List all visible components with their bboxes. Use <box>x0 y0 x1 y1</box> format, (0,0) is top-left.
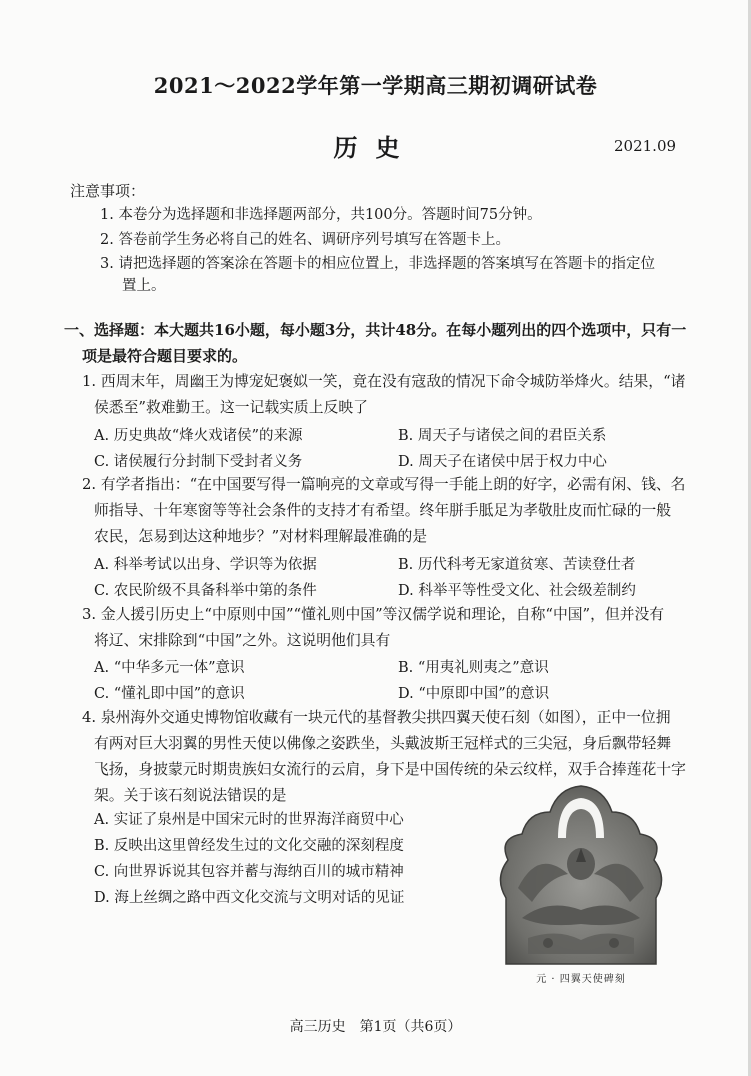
question-2 <box>82 472 696 550</box>
figure-caption: 元 · 四翼天使碑刻 <box>536 974 626 985</box>
question-2-line1: 2. 有学者指出：“在中国要写得一篇响亮的文章或写得一手能上朗的好字，必需有闲、钱、名 <box>82 476 686 493</box>
q3-option-d: D. “中原即中国”的意识 <box>398 686 550 702</box>
question-1 <box>82 369 696 421</box>
q3-option-b: B. “用夷礼则夷之”意识 <box>398 660 549 676</box>
q1-option-d: D. 周天子在诸侯中居于权力中心 <box>398 454 607 470</box>
question-3 <box>82 602 696 654</box>
q4-option-a: A. 实证了泉州是中国宋元时的世界海洋商贸中心 <box>94 812 404 828</box>
notice-item-3-cont: 置上。 <box>122 278 166 294</box>
section-heading-line2: 项是最符合题目要求的。 <box>82 347 248 365</box>
question-4-line3: 飞扬，身披蒙元时期贵族妇女流行的云肩，身下是中国传统的朵云纹样，双手合捧莲花十字 <box>94 761 686 778</box>
q4-option-c: C. 向世界诉说其包容并蓄与海纳百川的城市精神 <box>94 864 404 880</box>
q1-option-c: C. 诸侯履行分封制下受封者义务 <box>94 454 303 470</box>
q1-option-b: B. 周天子与诸侯之间的君臣关系 <box>398 428 607 444</box>
exam-date: 2021.09 <box>614 137 677 155</box>
q2-option-c: C. 农民阶级不具备科举中第的条件 <box>94 583 317 599</box>
notice-item-3: 3. 请把选择题的答案涂在答题卡的相应位置上，非选择题的答案填写在答题卡的指定位 <box>100 256 655 272</box>
subject-title: 历史 <box>333 133 418 162</box>
question-4-line2: 有两对巨大羽翼的男性天使以佛像之姿跌坐，头戴波斯王冠样式的三尖冠，身后飘带轻舞 <box>94 735 672 752</box>
question-3-line1: 3. 金人援引历史上“中原则中国”“懂礼则中国”等汉儒学说和理论，自称“中国”，但并没有 <box>82 606 665 623</box>
question-2-line3: 农民，怎易到达这种地步？”对材料理解最准确的是 <box>94 528 428 545</box>
angel-stone-carving-figure <box>488 778 674 966</box>
question-1-line1: 1. 西周末年，周幽王为博宠妃褒姒一笑，竟在没有寇敌的情况下命令城防举烽火。结果，“诸 <box>82 373 686 390</box>
question-4-line4: 架。关于该石刻说法错误的是 <box>94 787 287 804</box>
question-2-line2: 师指导、十年寒窗等等社会条件的支持才有希望。终年胼手胝足为孝敬肚皮而忙碌的一般 <box>94 502 672 519</box>
q3-option-c: C. “懂礼即中国”的意识 <box>94 686 245 702</box>
q4-option-d: D. 海上丝绸之路中西文化交流与文明对话的见证 <box>94 890 405 906</box>
question-1-line2: 侯悉至”救难勤王。这一记载实质上反映了 <box>94 399 368 416</box>
question-4-line1: 4. 泉州海外交通史博物馆收藏有一块元代的基督教尖拱四翼天使石刻（如图），正中一位拥 <box>82 709 671 726</box>
q2-option-a: A. 科举考试以出身、学识等为依据 <box>94 557 317 573</box>
notice-item-2: 2. 答卷前学生务必将自己的姓名、调研序列号填写在答题卡上。 <box>100 232 510 248</box>
q2-option-b: B. 历代科考无家道贫寒、苦读登仕者 <box>398 557 636 573</box>
q3-option-a: A. “中华多元一体”意识 <box>94 660 245 676</box>
q1-option-a: A. 历史典故“烽火戏诸侯”的来源 <box>94 428 303 444</box>
notice-item-1: 1. 本卷分为选择题和非选择题两部分，共100分。答题时间75分钟。 <box>100 207 542 223</box>
q2-option-d: D. 科举平等性受文化、社会级差制约 <box>398 583 636 599</box>
exam-title: 2021～2022学年第一学期高三期初调研试卷 <box>153 73 598 98</box>
notice-heading: 注意事项： <box>70 182 146 200</box>
page-footer: 高三历史 第1页（共6页） <box>289 1019 462 1035</box>
q4-option-b: B. 反映出这里曾经发生过的文化交融的深刻程度 <box>94 838 404 854</box>
question-3-line2: 将辽、宋排除到“中国”之外。这说明他们具有 <box>94 632 391 649</box>
section-heading-line1: 一、选择题：本大题共16小题，每小题3分，共计48分。在每小题列出的四个选项中，只有一 <box>64 321 687 339</box>
